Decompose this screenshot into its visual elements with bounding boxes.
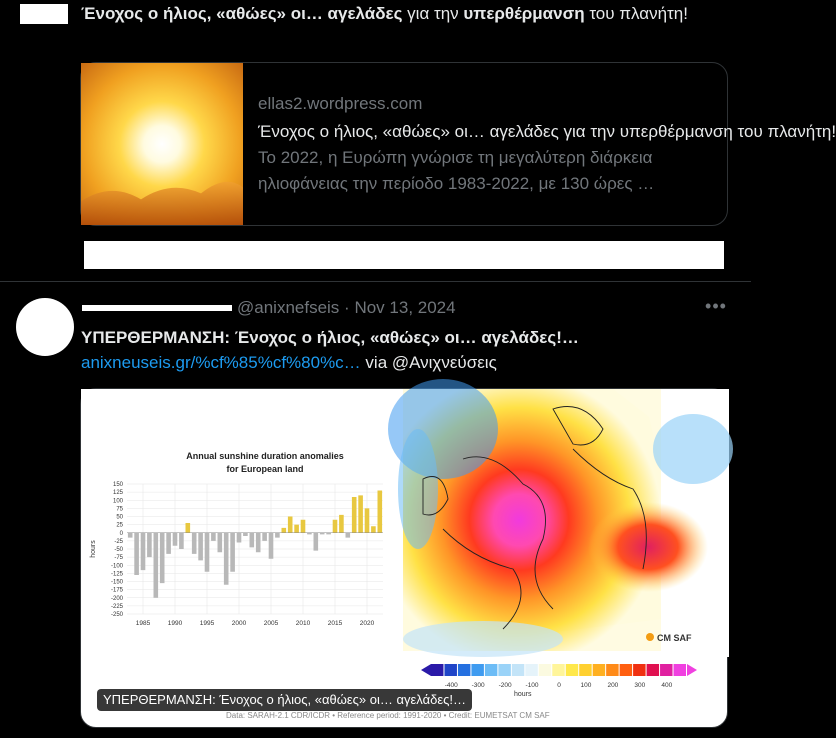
y-tick-label: -125 — [110, 571, 123, 578]
scale-swatch — [458, 664, 470, 676]
scale-tick-label: -400 — [444, 682, 458, 689]
chart-bar — [179, 533, 184, 549]
chart-bar — [166, 533, 171, 554]
y-tick-label: -225 — [110, 603, 123, 610]
redacted-display-name[interactable] — [82, 305, 232, 311]
scale-swatch — [444, 664, 456, 676]
more-dots-icon[interactable]: ••• — [705, 296, 727, 316]
chart-bar — [275, 533, 280, 538]
y-tick-label: -50 — [114, 547, 123, 553]
sunshine-anomaly-chart — [81, 389, 403, 661]
y-tick-label: -175 — [110, 587, 123, 594]
top-text-part-0: Ένοχος ο ήλιος, «αθώες» οι… αγελάδες — [81, 4, 403, 23]
redacted-avatar[interactable] — [20, 4, 68, 24]
chart-bar — [333, 520, 338, 533]
y-tick-label: 150 — [112, 482, 123, 488]
scale-label: hours — [514, 691, 532, 698]
scale-swatch — [593, 664, 605, 676]
y-tick-label: 75 — [116, 506, 123, 513]
chart-bar — [224, 533, 229, 585]
tweet-meta — [237, 298, 456, 318]
scale-swatch — [606, 664, 618, 676]
y-tick-label: -200 — [110, 595, 123, 602]
scale-swatch — [620, 664, 632, 676]
x-tick-label: 2005 — [263, 620, 279, 627]
europe-sunshine-map — [403, 389, 729, 657]
x-tick-label: 2010 — [295, 620, 311, 627]
chart-subtitle: for European land — [226, 464, 304, 474]
media-alt-caption: ΥΠΕΡΘΕΡΜΑΝΣΗ: Ένοχος ο ήλιος, «αθώες» οι… αγελάδες!… — [97, 689, 472, 711]
y-axis-label: hours — [90, 540, 97, 558]
sun-thumbnail — [81, 63, 243, 225]
chart-bar — [371, 526, 376, 533]
y-tick-label: 125 — [112, 490, 123, 497]
top-tweet-text — [81, 2, 721, 25]
scale-swatch — [566, 664, 578, 676]
x-tick-label: 1990 — [167, 620, 183, 627]
scale-tick-label: -200 — [498, 682, 512, 689]
chart-bar — [243, 533, 248, 536]
x-tick-label: 1995 — [199, 620, 215, 627]
link-preview-card[interactable] — [80, 62, 836, 226]
chart-bar — [141, 533, 146, 570]
scale-swatch — [539, 664, 551, 676]
chart-bar — [256, 533, 261, 553]
chart-bar — [153, 533, 158, 598]
chart-bar — [269, 533, 274, 559]
x-tick-label: 2015 — [327, 620, 343, 627]
scale-swatch — [647, 664, 659, 676]
chart-bar — [339, 515, 344, 533]
link-title: Ένοχος ο ήλιος, «αθώες» οι… αγελάδες για την υπερθέρμανση του πλανήτη! — [258, 122, 836, 141]
chart-bar — [294, 525, 299, 533]
image-credit: Data: SARAH-2.1 CDR/ICDR • Reference period: 1991-2020 • Credit: EUMETSAT CM SAF — [226, 711, 550, 720]
scale-swatch — [498, 664, 510, 676]
tweet-text — [81, 325, 726, 375]
scale-arrow-right — [687, 664, 697, 676]
scale-tick-label: 0 — [557, 682, 561, 689]
y-tick-label: -250 — [110, 612, 123, 618]
chart-bar — [288, 517, 293, 533]
chart-bar — [358, 495, 363, 532]
y-tick-label: -100 — [110, 563, 123, 570]
meta-separator: · — [344, 298, 350, 317]
x-tick-label: 2020 — [359, 620, 375, 627]
chart-title: Annual sunshine duration anomalies — [186, 451, 344, 461]
chart-bar — [301, 520, 306, 533]
tweet-link[interactable]: anixneuseis.gr/%cf%85%cf%80%c… — [81, 353, 361, 372]
scale-swatch — [660, 664, 672, 676]
svg-text:CM SAF: CM SAF — [657, 633, 692, 643]
chart-bar — [345, 533, 350, 538]
x-tick-label: 1985 — [135, 620, 151, 627]
y-tick-label: -150 — [110, 579, 123, 586]
scale-swatch — [633, 664, 645, 676]
tweet-divider — [0, 281, 751, 282]
chart-bar — [211, 533, 216, 541]
scale-swatch — [525, 664, 537, 676]
scale-tick-label: 400 — [661, 682, 673, 689]
chart-bar — [365, 508, 370, 532]
avatar[interactable] — [16, 298, 74, 356]
chart-bar — [205, 533, 210, 572]
scale-tick-label: 300 — [634, 682, 646, 689]
chart-bar — [377, 491, 382, 533]
y-tick-label: -25 — [114, 538, 123, 545]
chart-bar — [262, 533, 267, 541]
chart-bar — [128, 533, 133, 538]
chart-bar — [192, 533, 197, 554]
chart-bar — [230, 533, 235, 572]
scale-swatch — [674, 664, 686, 676]
y-tick-label: 100 — [112, 498, 123, 505]
top-text-part-1: για την — [402, 4, 464, 23]
chart-bar — [198, 533, 203, 561]
x-tick-label: 2000 — [231, 620, 247, 627]
chart-bar — [160, 533, 165, 583]
link-domain: ellas2.wordpress.com — [258, 94, 423, 113]
scale-swatch — [431, 664, 443, 676]
scale-tick-label: 200 — [607, 682, 619, 689]
scale-swatch — [512, 664, 524, 676]
chart-bar — [313, 533, 318, 551]
top-text-part-2: υπερθέρμανση — [463, 4, 585, 23]
scale-arrow-left — [421, 664, 431, 676]
scale-swatch — [471, 664, 483, 676]
chart-bar — [173, 533, 178, 546]
chart-bar — [134, 533, 139, 575]
y-tick-label: -75 — [114, 555, 123, 562]
chart-bar — [249, 533, 254, 548]
tweet-date[interactable]: Nov 13, 2024 — [354, 298, 456, 317]
scale-swatch — [552, 664, 564, 676]
tweet-media[interactable] — [80, 388, 728, 728]
scale-swatch — [579, 664, 591, 676]
via-text: via @Ανιχνεύσεις — [360, 353, 497, 372]
y-tick-label: 25 — [116, 522, 123, 529]
scale-tick-label: -300 — [471, 682, 485, 689]
chart-bar — [147, 533, 152, 557]
y-tick-label: 50 — [116, 514, 123, 521]
top-text-part-3: του πλανήτη! — [584, 4, 688, 23]
chart-bar — [281, 528, 286, 533]
chart-bar — [237, 533, 242, 543]
link-description: Το 2022, η Ευρώπη γνώρισε τη μεγαλύτερη διάρκεια ηλιοφάνειας την περίοδο 1983-2022, με 130 ώρες … — [258, 148, 655, 193]
user-handle[interactable]: @anixnefseis — [237, 298, 340, 317]
chart-bar — [185, 523, 190, 533]
scale-swatch — [485, 664, 497, 676]
chart-bar — [352, 497, 357, 533]
scale-tick-label: -100 — [525, 682, 539, 689]
scale-tick-label: 100 — [580, 682, 592, 689]
chart-bar — [217, 533, 222, 553]
y-tick-label: 0 — [119, 530, 123, 537]
cmsaf-logo-icon — [646, 633, 654, 641]
redacted-area — [84, 241, 724, 269]
tweet-headline: ΥΠΕΡΘΕΡΜΑΝΣΗ: Ένοχος ο ήλιος, «αθώες» οι… αγελάδες!… — [81, 328, 579, 347]
